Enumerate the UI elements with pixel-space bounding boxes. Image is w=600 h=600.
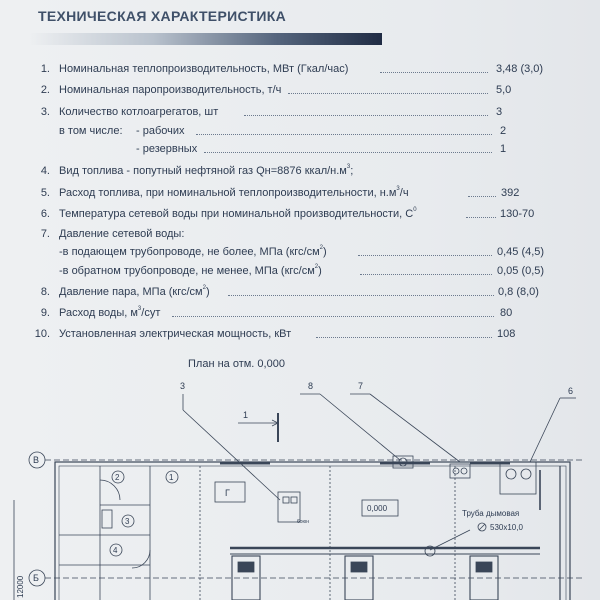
floor-plan-drawing: [0, 370, 600, 600]
chimney-label: Труба дымовая: [462, 509, 520, 518]
dot-leader: [358, 255, 492, 256]
spec-value: 2: [500, 125, 507, 137]
room-number: 2: [115, 473, 120, 482]
callout-3: 3: [180, 381, 186, 391]
spec-text: Давление пара, МПа (кгс/см: [59, 286, 203, 298]
spec-subtext: - рабочих: [136, 125, 185, 137]
item-7-part: [461, 468, 467, 474]
spec-text: -в подающем трубопроводе, не более, МПа (кгс/см: [59, 246, 320, 258]
spec-value: 5,0: [496, 84, 512, 96]
spec-number: 6.: [40, 208, 50, 220]
spec-text: -в обратном трубопроводе, не менее, МПа (кгс/см: [59, 265, 315, 277]
item-3-part: [291, 497, 297, 503]
item-3-equipment: [278, 492, 300, 522]
room-number: 4: [113, 546, 118, 555]
item-6-pump: [506, 469, 516, 479]
item-3-part: [283, 497, 289, 503]
dot-leader: [380, 72, 488, 73]
spec-value: 392: [501, 187, 520, 199]
leader-line: [183, 410, 280, 500]
spec-text: Номинальная теплопроизводительность, МВт (Гкал/час): [59, 63, 349, 75]
callout-8: 8: [308, 381, 314, 391]
spec-number: 4.: [40, 165, 50, 177]
dot-leader: [466, 217, 496, 218]
axis-label-b: Б: [33, 573, 39, 583]
spec-value: 80: [500, 307, 513, 319]
spec-text: Установленная электрическая мощность, кВт: [59, 328, 292, 340]
spec-text: Номинальная паропроизводительность, т/ч: [59, 84, 282, 96]
spec-unit: /сут: [141, 307, 161, 319]
spec-number: 2.: [40, 84, 50, 96]
title-gradient-bar: [30, 33, 382, 45]
spec-value: 0,8 (8,0): [498, 286, 539, 298]
chimney-size: 530х10,0: [490, 523, 523, 532]
spec-page: ТЕХНИЧЕСКАЯ ХАРАКТЕРИСТИКА 1. Номинальная теплопроизводительность, МВт (Гкал/час) 3,48 (3,0) 2. Номинальная паропроизводительность, т/ч 5,0 3. Количество котлоагрегатов, шт 3 в том числе: - рабочих 2 - резервных 1 4. Вид топлива - попутный нефтяной газ Qн=8876 ккал/$н.м^3$; 5. Расход топлива, при номинальной теплопроизводительности, $н.м^3/ч$ 392 6. Температура сетевой воды при номинальной производительности, $С^0$ 130-70 7. Давление сетевой воды: -в подающем трубопроводе, не более, МПа $(кгс/см^2)$ 0,45 (4,5) -в обратном трубопроводе, не менее, МПа $(кгс/см^2)$ 0,05 (0,5) 8. Давление пара, МПа $(кгс/см^2)$ 0,8 (8,0) 9. Расход воды, $м^3$/сут 80 10. Установленная электрическая мощность, кВт 108 План на отм. 0,000 3 8 7 6 1 В Б 12000 2 1 3 4 Г 6оюн 0,000 Труба дымовая 530х10,0: [0, 0, 600, 600]
dot-leader: [468, 196, 496, 197]
leader-line: [530, 398, 560, 462]
callout-1: 1: [243, 410, 249, 420]
callout-7: 7: [358, 381, 364, 391]
item-3-label: 6оюн: [297, 519, 310, 525]
dot-leader: [172, 316, 494, 317]
spec-text: Вид топлива - попутный нефтяной газ Qн=8876 ккал/н.м: [59, 165, 347, 177]
spec-subtext: - резервных: [136, 143, 198, 155]
spec-value: 1: [500, 143, 507, 155]
room-number: 1: [169, 473, 174, 482]
spec-number: 1.: [40, 63, 50, 75]
room-number: 3: [125, 517, 130, 526]
dimension-text: 12000: [16, 575, 25, 598]
spec-number: 5.: [40, 187, 50, 199]
spec-text: в том числе:: [59, 125, 123, 137]
item-6-equipment: [500, 462, 536, 494]
leader-line: [370, 394, 460, 462]
spec-value: 3: [496, 106, 503, 118]
fixture: [102, 510, 112, 528]
diameter-icon-slash: [479, 524, 485, 530]
spec-value: 108: [497, 328, 516, 340]
spec-number: 9.: [40, 307, 50, 319]
spec-text: Расход воды, м: [59, 307, 138, 319]
boiler-burner: [238, 562, 254, 572]
dot-leader: [228, 295, 494, 296]
callout-6: 6: [568, 386, 574, 396]
section-title: ТЕХНИЧЕСКАЯ ХАРАКТЕРИСТИКА: [38, 8, 286, 24]
axis-label-v: В: [33, 455, 40, 465]
spec-text: Давление сетевой воды:: [59, 228, 185, 240]
dot-leader: [316, 337, 492, 338]
leader-line: [320, 394, 400, 460]
spec-text: Температура сетевой воды при номинальной производительности, С: [59, 208, 414, 220]
spec-number: 8.: [40, 286, 50, 298]
boiler-burner: [351, 562, 367, 572]
dot-leader: [196, 134, 492, 135]
level-value: 0,000: [367, 504, 388, 513]
equipment-box: [215, 482, 245, 502]
dot-leader: [204, 152, 492, 153]
spec-value: 0,45 (4,5): [497, 246, 545, 258]
dot-leader: [288, 93, 488, 94]
spec-text: Количество котлоагрегатов, шт: [59, 106, 219, 118]
spec-text: Расход топлива, при номинальной теплопроизводительности, н.м: [59, 187, 397, 199]
building-inner-outline: [59, 466, 566, 600]
spec-value: 130-70: [500, 208, 535, 220]
spec-value: 3,48 (3,0): [496, 63, 544, 75]
plan-title: План на отм. 0,000: [188, 358, 285, 370]
spec-number: 10.: [34, 328, 50, 340]
item-6-pump: [521, 469, 531, 479]
dot-leader: [360, 274, 492, 275]
item-7-part: [453, 468, 459, 474]
dot-leader: [244, 115, 488, 116]
spec-number: 7.: [40, 228, 50, 240]
spec-value: 0,05 (0,5): [497, 265, 545, 277]
boiler-burner: [476, 562, 492, 572]
spec-unit: /ч: [399, 187, 409, 199]
room-letter: Г: [225, 488, 230, 498]
spec-number: 3.: [40, 106, 50, 118]
